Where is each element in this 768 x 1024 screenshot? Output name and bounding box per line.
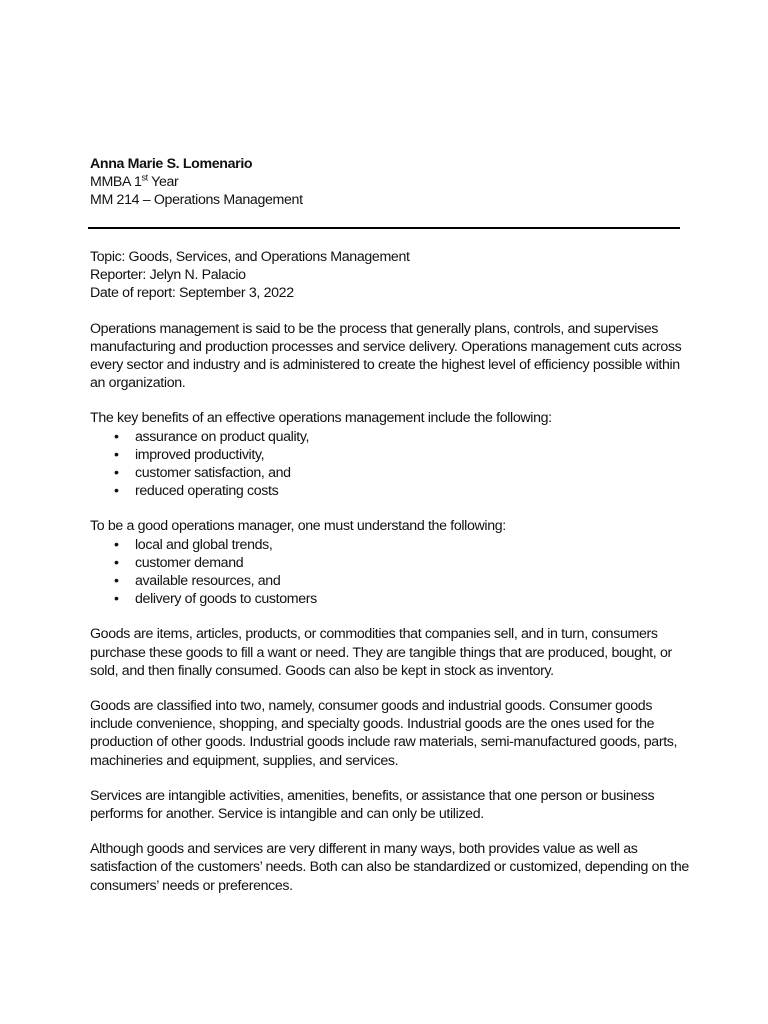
bullet-icon: • bbox=[114, 465, 119, 482]
header-divider bbox=[88, 227, 680, 229]
paragraph-operations-management: Operations management is said to be the process that generally plans, controls, and supervises manufacturing and production processes and service delivery. Operations management cuts across every sector and industry and is administered to create the highest level of efficiency possible within an organization. bbox=[90, 320, 682, 392]
bullet-icon: • bbox=[114, 591, 119, 608]
list-item bbox=[90, 428, 690, 446]
paragraph-goods: Goods are items, articles, products, or commodities that companies sell, and in turn, consumers purchase these goods to fill a want or need. They are tangible things that are produced, bought, or sold, and then finally consumed. Goods can also be kept in stock as inventory. bbox=[90, 626, 672, 679]
list-item-text: customer satisfaction, and bbox=[135, 465, 291, 482]
list-item bbox=[90, 590, 690, 608]
list-item bbox=[90, 536, 690, 554]
manager-list bbox=[90, 536, 690, 609]
bullet-icon: • bbox=[114, 428, 119, 445]
list-item bbox=[90, 446, 690, 464]
bullet-icon: • bbox=[114, 573, 119, 590]
author-name: Anna Marie S. Lomenario bbox=[90, 156, 253, 172]
bullet-icon: • bbox=[114, 446, 119, 463]
document-body bbox=[90, 248, 690, 912]
course-line: MM 214 – Operations Management bbox=[90, 192, 303, 208]
date-line: Date of report: September 3, 2022 bbox=[90, 285, 294, 302]
manager-intro: To be a good operations manager, one must understand the following: bbox=[90, 518, 506, 535]
program-superscript: st bbox=[141, 172, 148, 183]
paragraph-services: Services are intangible activities, amenities, benefits, or assistance that one person or business performs for another. Service is intangible and can only be utilized. bbox=[90, 787, 655, 823]
program-line bbox=[90, 173, 303, 191]
list-item-text: available resources, and bbox=[135, 573, 281, 590]
bullet-icon: • bbox=[114, 536, 119, 553]
list-item-text: reduced operating costs bbox=[135, 483, 279, 500]
list-item bbox=[90, 482, 690, 500]
list-item bbox=[90, 464, 690, 482]
program-prefix: MMBA 1 bbox=[90, 174, 142, 190]
bullet-icon: • bbox=[114, 554, 119, 571]
list-item bbox=[90, 572, 690, 590]
paragraph-goods-and-services: Although goods and services are very different in many ways, both provides value as well as satisfaction of the customers’ needs. Both can also be standardized or customized, depending on the consumers’ needs or preferences. bbox=[90, 841, 689, 894]
list-item-text: delivery of goods to customers bbox=[135, 591, 317, 608]
reporter-line: Reporter: Jelyn N. Palacio bbox=[90, 267, 246, 284]
list-item-text: improved productivity, bbox=[135, 446, 265, 463]
benefits-intro: The key benefits of an effective operations management include the following: bbox=[90, 410, 552, 427]
report-meta bbox=[90, 248, 690, 303]
list-item-text: customer demand bbox=[135, 554, 244, 571]
program-suffix: Year bbox=[147, 174, 179, 190]
paragraph-goods-classified: Goods are classified into two, namely, consumer goods and industrial goods. Consumer goods include convenience, shopping, and specialty goods. Industrial goods are the ones used for the production of other goods. Industrial goods include raw materials, semi-manufactured goods, parts, machineries and equipment, supplies, and services. bbox=[90, 698, 678, 769]
topic-line: Topic: Goods, Services, and Operations Management bbox=[90, 249, 410, 265]
document-header bbox=[90, 155, 303, 209]
list-item-text: local and global trends, bbox=[135, 536, 273, 553]
list-item bbox=[90, 554, 690, 572]
bullet-icon: • bbox=[114, 483, 119, 500]
list-item-text: assurance on product quality, bbox=[135, 428, 310, 445]
benefits-list bbox=[90, 428, 690, 501]
